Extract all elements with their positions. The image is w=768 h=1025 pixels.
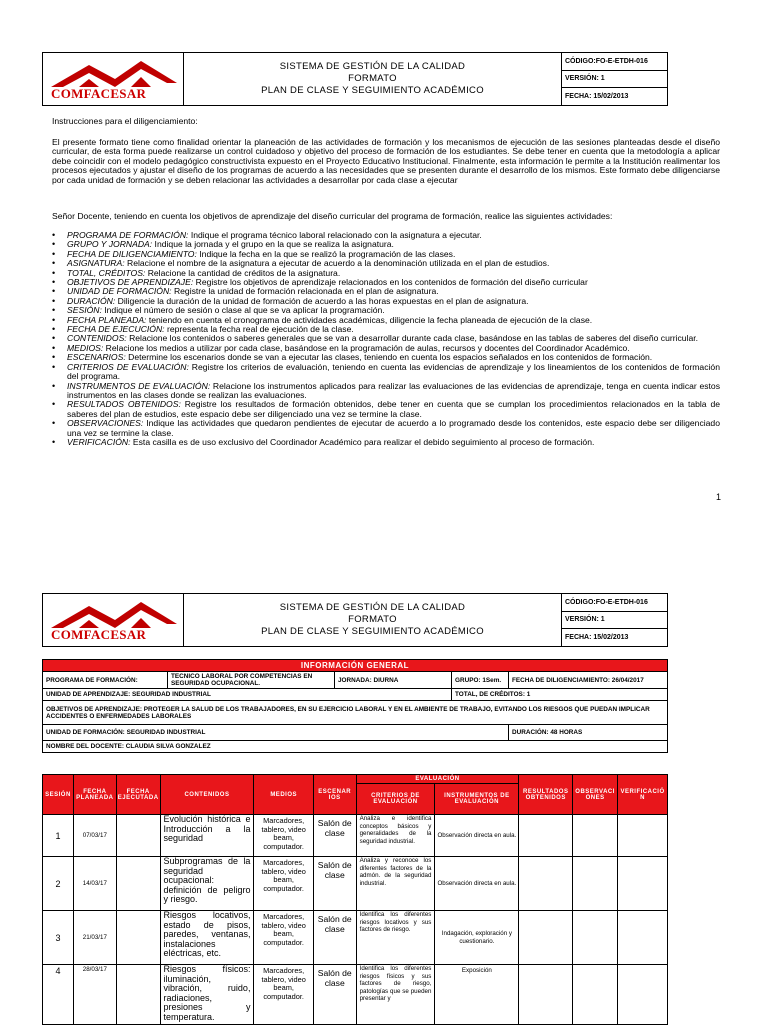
comfacesar-logo-icon — [49, 598, 179, 630]
instruction-text: Registre la unidad de formación relacionada en el plan de asignatura. — [171, 286, 439, 297]
planned-date: 14/03/17 — [73, 857, 116, 911]
document-header — [42, 52, 668, 106]
executed-date — [116, 965, 160, 1025]
col-criteria: CRITERIOS DE EVALUACIÓN — [356, 784, 435, 815]
executed-date — [116, 857, 160, 911]
instruction-text: representa la fecha real de ejecución de la clase. — [164, 324, 354, 335]
instruction-key: CRITERIOS DE EVALUACIÓN: — [67, 361, 189, 372]
instruction-key: ASIGNATURA: — [67, 258, 125, 269]
media-cell: Marcadores, tablero, video beam, computador. — [254, 965, 313, 1025]
session-number: 3 — [43, 911, 74, 965]
instruction-text: Registre los criterios de evaluación, teniendo en cuenta las evidencias de aprendizaje y los lineamientos de los contenidos de formación del programa. — [67, 361, 720, 382]
media-cell: Marcadores, tablero, video beam, computador. — [254, 857, 313, 911]
instrument-cell: Indagación, exploración y cuestionario. — [435, 911, 519, 965]
col-executed-date: FECHA EJECUTADA — [116, 775, 160, 815]
instruction-key: DURACIÓN: — [67, 295, 116, 306]
verification-cell — [618, 815, 668, 857]
instrument-cell: Observación directa en aula. — [435, 815, 519, 857]
results-cell — [519, 965, 573, 1025]
col-results: RESULTADOS OBTENIDOS — [519, 775, 573, 815]
instruction-text: Relacione el nombre de la asignatura a ejecutar de acuerdo a la denominación utilizada en el plan de estudios. — [124, 258, 550, 269]
fill-date-field: FECHA DE DILIGENCIAMIENTO: 26/04/2017 — [509, 672, 668, 689]
table-row — [43, 965, 668, 1025]
criteria-cell: Identifica los diferentes riesgos locativos y sus factores de riesgo. — [356, 911, 435, 965]
media-cell: Marcadores, tablero, video beam, computador. — [254, 815, 313, 857]
company-name: COMFACESAR — [51, 86, 147, 101]
learning-unit-field: UNIDAD DE APRENDIZAJE: SEGURIDAD INDUSTRIAL — [43, 689, 452, 701]
duration-field: DURACIÓN: 48 HORAS — [509, 725, 668, 741]
observations-cell — [573, 911, 618, 965]
table-row — [43, 815, 668, 857]
instruction-key: VERIFICACIÓN: — [67, 436, 131, 447]
instruction-text: Indique el número de sesión o clase al que se va aplicar la programación. — [101, 305, 385, 316]
verification-cell — [618, 965, 668, 1025]
col-contents: CONTENIDOS — [160, 775, 254, 815]
table-row — [43, 911, 668, 965]
instruction-key: INSTRUMENTOS DE EVALUACIÓN: — [67, 380, 211, 391]
instruction-key: SESIÓN: — [67, 305, 102, 316]
criteria-cell: Analiza y reconoce los diferentes factores de la admón. de la seguridad industrial. — [356, 857, 435, 911]
instruction-key: PROGRAMA DE FORMACIÓN: — [67, 230, 189, 240]
instruction-key: GRUPO Y JORNADA: — [67, 239, 153, 250]
contents-cell: Evolución histórica e Introducción a la seguridad — [160, 815, 254, 857]
instruction-text: Registre los objetivos de aprendizaje relacionados en los contenidos de formación del diseño curricular — [193, 277, 588, 288]
instruction-item — [52, 382, 720, 401]
schedule-field: JORNADA: DIURNA — [335, 672, 452, 689]
instruction-key: FECHA PLANEADA: — [67, 314, 147, 325]
instruction-key: MEDIOS: — [67, 342, 104, 353]
date-cell: FECHA: 15/02/2013 — [562, 88, 668, 106]
verification-cell — [618, 911, 668, 965]
total-credits-field: TOTAL, DE CRÉDITOS: 1 — [452, 689, 668, 701]
instruction-text: Registre los resultados de formación obtenidos, debe tener en cuenta que se cumplan los procedimientos relacionados en la tabla de saberes del plan de estudios, este espacio debe ser diligenciado una vez se termine la clase. — [67, 399, 720, 419]
instruction-key: OBSERVACIONES: — [67, 418, 144, 429]
version-cell: VERSIÓN: 1 — [562, 611, 668, 629]
code-cell: CÓDIGO:FO-E-ETDH-016 — [562, 53, 668, 71]
observations-cell — [573, 965, 618, 1025]
document-header-2 — [42, 593, 668, 647]
title-line-2: FORMATO — [348, 73, 397, 84]
objectives-field: OBJETIVOS DE APRENDIZAJE: PROTEGER LA SALUD DE LOS TRABAJADORES, EN SU EJERCICIO LABORAL Y EN EL AMBIENTE DE TRABAJO, EVITANDO LOS RIESGOS QUE PUEDAN IMPLICAR ACCIDENTES O ENFERMEDADES LABORALES — [43, 701, 668, 725]
instruction-key: CONTENIDOS: — [67, 333, 127, 344]
code-cell: CÓDIGO:FO-E-ETDH-016 — [562, 594, 668, 612]
col-session: SESIÓN — [43, 775, 74, 815]
col-media: MEDIOS — [254, 775, 313, 815]
instruction-text: Determine los escenarios donde se van a ejecutar las clases, teniendo en cuenta los espacios señalados en los contenidos de formación. — [125, 352, 653, 363]
observations-cell — [573, 815, 618, 857]
document-title — [184, 53, 562, 106]
instruction-text: Relacione los contenidos o saberes generales que se van a desarrollar durante cada clase, basándose en las tablas de saberes del diseño curricular. — [126, 333, 699, 344]
teacher-name-field: NOMBRE DEL DOCENTE: CLAUDIA SILVA GONZALEZ — [43, 741, 668, 753]
instruction-text: teniendo en cuenta el cronograma de actividades académicas, diligencie la fecha planeada de ejecución de la clase. — [146, 314, 593, 325]
executed-date — [116, 815, 160, 857]
scenario-cell: Salón de clase — [313, 911, 356, 965]
table-row — [43, 857, 668, 911]
general-info-table — [42, 659, 668, 753]
instructions-paragraph: El presente formato tiene como finalidad orientar la planeación de las actividades de formación y los mecanismos de ejecución de las sesiones planteadas desde el diseño curricular, de esta forma puede realizarse un control cuidadoso y objetivo del proceso de formación de los estudiantes. Se debe tener en cuenta que la metodología a aplicar debe coincidir con el modelo pedagógico constructivista expuesto en el Proyecto Educativo Institucional. Finalmente, esta información le permite a la Institución realimentar los procesos ejecutados y ajustar el diseño de los programas de acuerdo a las necesidades que se presenten durante el desarrollo de los mismos. Este formato debe diligenciarse por cada unidad de formación y se deben relacionar las actividades a desarrollar por cada clase a ejecutar — [52, 137, 720, 185]
col-instruments: INSTRUMENTOS DE EVALUACIÓN — [435, 784, 519, 815]
instruction-text: Esta casilla es de uso exclusivo del Coordinador Académico para realizar el debido seguimiento al proceso de formación. — [130, 436, 595, 447]
group-field: GRUPO: 1Sem. — [452, 672, 509, 689]
contents-cell: Subprogramas de la seguridad ocupacional: definición de peligro y riesgo. — [160, 857, 254, 911]
general-info-title: INFORMACIÓN GENERAL — [43, 660, 668, 672]
instructions-intro: Señor Docente, teniendo en cuenta los objetivos de aprendizaje del diseño curricular del programa de formación, realice las siguientes actividades: — [52, 211, 613, 221]
instruction-key: FECHA DE DILIGENCIAMIENTO: — [67, 248, 197, 259]
planned-date: 07/03/17 — [73, 815, 116, 857]
title-line-1: SISTEMA DE GESTIÓN DE LA CALIDAD — [279, 61, 466, 72]
planned-date: 28/03/17 — [73, 965, 116, 1025]
logo-cell — [43, 53, 184, 106]
title-line-2: FORMATO — [348, 614, 397, 625]
planned-date: 21/03/17 — [73, 911, 116, 965]
comfacesar-logo-icon — [49, 57, 179, 89]
version-cell: VERSIÓN: 1 — [562, 70, 668, 88]
instruction-key: FECHA DE EJECUCIÓN: — [67, 324, 165, 335]
instrument-cell: Exposición — [435, 965, 519, 1025]
instruction-text: Indique la jornada y el grupo en la que se realiza la asignatura. — [152, 239, 394, 250]
title-line-1: SISTEMA DE GESTIÓN DE LA CALIDAD — [279, 602, 466, 613]
instruction-item — [52, 363, 720, 382]
instruction-text: Relacione la cantidad de créditos de la asignatura. — [145, 267, 341, 278]
instructions-list — [52, 231, 720, 447]
col-evaluation: EVALUACIÓN — [356, 775, 519, 784]
instrument-cell: Observación directa en aula. — [435, 857, 519, 911]
title-line-3: PLAN DE CLASE Y SEGUIMIENTO ACADÉMICO — [261, 626, 484, 637]
training-unit-field: UNIDAD DE FORMACIÓN: SEGURIDAD INDUSTRIAL — [43, 725, 509, 741]
contents-cell: Riesgos físicos: iluminación, vibración, ruido, radiaciones, presiones y temperatura. — [160, 965, 254, 1025]
program-value: TECNICO LABORAL POR COMPETENCIAS EN SEGURIDAD OCUPACIONAL. — [168, 672, 335, 689]
col-observations: OBSERVACI ONES — [573, 775, 618, 815]
observations-cell — [573, 857, 618, 911]
scenario-cell: Salón de clase — [313, 815, 356, 857]
document-title — [184, 594, 562, 647]
company-name: COMFACESAR — [51, 627, 147, 642]
session-number: 4 — [43, 965, 74, 1025]
criteria-cell: Analiza e identifica conceptos básicos y generalidades de la seguridad industrial. — [356, 815, 435, 857]
scenario-cell: Salón de clase — [313, 965, 356, 1025]
instruction-text: Diligencie la duración de la unidad de formación de acuerdo a las horas expuestas en el plan de asignatura. — [115, 295, 529, 306]
executed-date — [116, 911, 160, 965]
logo-cell — [43, 594, 184, 647]
instruction-key: OBJETIVOS DE APRENDIZAJE: — [67, 277, 194, 288]
instruction-item — [52, 419, 720, 438]
session-number: 1 — [43, 815, 74, 857]
instruction-key: TOTAL, CRÉDITOS: — [67, 267, 146, 278]
instruction-text: Indique las actividades que quedaron pendientes de ejecutar de acuerdo a lo programado desde los contenidos, este espacio debe ser diligenciado una vez se termine la clase. — [67, 418, 720, 438]
col-scenarios: ESCENAR IOS — [313, 775, 356, 815]
instruction-key: RESULTADOS OBTENIDOS: — [67, 399, 181, 410]
instruction-key: ESCENARIOS: — [67, 352, 126, 363]
media-cell: Marcadores, tablero, video beam, computador. — [254, 911, 313, 965]
instruction-item — [52, 438, 720, 447]
results-cell — [519, 857, 573, 911]
program-label: PROGRAMA DE FORMACIÓN: — [43, 672, 168, 689]
instruction-item — [52, 400, 720, 419]
title-line-3: PLAN DE CLASE Y SEGUIMIENTO ACADÉMICO — [261, 85, 484, 96]
col-planned-date: FECHA PLANEADA — [73, 775, 116, 815]
date-cell: FECHA: 15/02/2013 — [562, 629, 668, 647]
scenario-cell: Salón de clase — [313, 857, 356, 911]
session-number: 2 — [43, 857, 74, 911]
page-number: 1 — [716, 492, 722, 502]
instruction-key: UNIDAD DE FORMACIÓN: — [67, 286, 172, 297]
instructions-heading: Instrucciones para el diligenciamiento: — [52, 116, 198, 126]
results-cell — [519, 911, 573, 965]
instruction-text: Indique la fecha en la que se realizó la programación de las clases. — [196, 248, 456, 259]
instruction-text: Indique el programa técnico laboral relacionado con la asignatura a ejecutar. — [188, 230, 482, 240]
criteria-cell: Identifica los diferentes riesgos físicos y sus factores de riesgo, patologías que se pueden presentar y — [356, 965, 435, 1025]
verification-cell — [618, 857, 668, 911]
col-verification: VERIFICACIÓ N — [618, 775, 668, 815]
sessions-table — [42, 774, 668, 1025]
contents-cell: Riesgos locativos, estado de pisos, paredes, ventanas, instalaciones eléctricas, etc. — [160, 911, 254, 965]
instruction-text: Relacione los medios a utilizar por cada clase, basándose en la programación de aulas, recursos y docentes del Coordinador Académico. — [103, 342, 630, 353]
instruction-text: Relacione los instrumentos aplicados para realizar las evaluaciones de las evidencias de aprendizaje, tenga en cuenta indicar estos instrumentos en las clases donde se realizan las evaluaciones. — [67, 380, 721, 400]
results-cell — [519, 815, 573, 857]
